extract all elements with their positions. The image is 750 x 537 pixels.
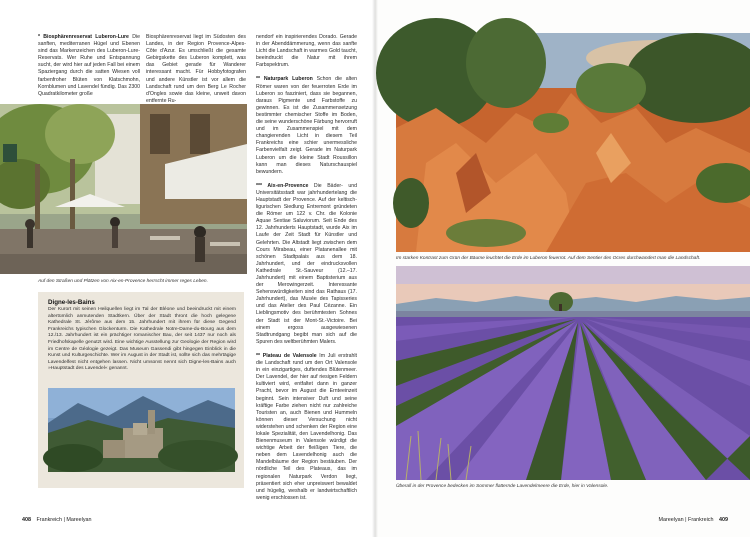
right-page (375, 0, 750, 537)
photo-digne-les-bains (48, 388, 235, 472)
paragraph-naturpark-luberon: Schon die alten Römer waren von der feuerroten Erde im Luberon so fasziniert, dass sie begannen, daraus Pigmente und Farbstoffe zu gewinnen. Es ist die Zusammensetzung bestimmter chemischer Stoffe im Boden, die seine wunderschöne Färbung hervorruft und im Zusammenspiel mit dem changierenden Licht in diesem Teil Frankreichs eine schier unermessliche Farbenvielfalt zeigt. Gerade im Naturpark Luberon um die kleine Stadt Roussillon kann man dieses Naturschauspiel bewundern. (256, 76, 357, 175)
photo-aix-en-provence-street (0, 104, 247, 274)
section-label-left: Frankreich | Mareelyan (36, 517, 92, 523)
paragraph-plateau-de-valensole: Im Juli erstrahlt die Landschaft rund um den Ort Valensole in ein einzigartiges, duftendes Blütenmeer. Der Lavendel, der hier auf riesigen Feldern kultiviert wird, entfaltet dann in ganzer Pracht, bevor im August die Ernteeinzeit beginnt. Sein intensiver Duft und seine kräftige Farbe ziehen nicht nur zahlreiche Touristen an, auch Bienen und Hummeln können dieser Versuchung nicht widerstehen und schenken der Region eine lokale Spezialität, den Lavendelhonig. Das Bienenmuseum in Valensole würdigt die wichtige Arbeit der fleißigen Tiere, die neben dem Lavendelhonig auch die Mandelbäume der Region bestäuben. Der nördliche Teil des Plateaus, das im regionalen Naturpark Verdon liegt, präsentiert sich eher unpreiswert bewaldet und hügelig, weshalb er landwirtschaftlich wenig erschlossen ist. (256, 352, 357, 501)
paragraph-luberon-lure-cont: Biosphärenreservat liegt im Südosten des Landes, in der Region Provence-Alpes-Côte d'Azur. Es umschließt die gesamte Gebirgskette des Luberon komplett, was das Gebiet gerade für Wanderer interessant macht. Für Hobbyfotografen und andere Künstler ist vor allem die Landschaft rund um den Berg Le Rocher d'Ongles sowie das kleine, unweit davon entfernte Ru- (146, 34, 246, 104)
left-footer (22, 517, 92, 523)
section-label-right: Mareelyan | Frankreich (658, 517, 714, 523)
book-gutter (372, 0, 378, 537)
photo-valensole-lavender (396, 266, 750, 480)
infobox-body: Der Kurort mit seinen Heilquellen liegt im Tal der Bléone und beeindruckt mit einem altertümlich anmutenden Stadtkern. Über der Stadt thront die hoch gelegene Kathedrale St. Jérôme aus dem 15. Jahrhundert mit ihrem für diese Gegend Frankreichs typischen Glockenturm. Die Kathedrale Notre-Dame-du-Bourg aus dem 12./13. Jahrhundert ist ein prächtiger romanischer Bau, der seit 1437 nur noch als Friedhofskapelle genutzt wird. Eine wichtige Ausstellung zur Geologie der Region wird im Centre de Géologie gezeigt. Das Museum Gassendi gibt hingegen Einblick in die Kunst und Kulturgeschichte. Wer im August in der Stadt ist, sollte sich das mehrtägige Lavendelfest nicht entgehen lassen. Nicht umsonst nennt sich Digne-les-Bains auch »Hauptstadt des Lavendel« genannt. (48, 307, 236, 372)
page-number-left: 408 (22, 517, 31, 523)
right-footer (658, 517, 728, 523)
caption-luberon-ochre: Im starken Kontrast zum Grün der Bäume leuchtet die Erde im Luberon feuerrot. Auf dem Sentier des Ocres durchwandert man die Landschaft. (396, 256, 701, 261)
infobox-digne-les-bains (38, 292, 244, 488)
left-text-column-1: * Biosphärenreservat Luberon-Lure Die sanften, mediterranen Hügel und Ebenen sind das Markenzeichen des Luberon-Lure-Reservats. Wer Ruhe und Entspannung sucht, der wird hier auf jeden Fall bei einem Spaziergang durch die satten Wiesen voll farbenfroher Blüten von Klatschmohn, Kornblumen und Lavendel fündig. Das 2300 Quadratkilometer große (38, 34, 140, 97)
caption-aix-en-provence: Auf den Straßen und Plätzen von Aix-en-Provence herrscht immer reges Leben. (38, 279, 208, 284)
caption-valensole-lavender: Überall in der Provence bedecken im Sommer flatternde Lavendelmeere die Erde, hier in Valensole. (396, 484, 609, 489)
left-text-column-2 (146, 34, 246, 104)
heading-aix-en-provence: Aix-en-Provence (267, 182, 309, 189)
paragraph-luberon-lure: Die sanften, mediterranen Hügel und Ebenen sind das Markenzeichen des Luberon-Lure-Reservats. Wer Ruhe und Entspannung sucht, der wird hier auf jeden Fall bei einem Spaziergang durch die satten Wiesen voll farbenfroher Blüten von Klatschmohn, Kornblumen und Lavendel fündig. Das 2300 Quadratkilometer große (38, 34, 140, 97)
photo-luberon-ochre-cliffs (396, 33, 750, 252)
paragraph-aix-en-provence: Die Bäder- und Universitätsstadt war jahrhundertelang die Hauptstadt der Provence. Auf der keltisch-ligurischen Siedlung Entremont gründeten die Römer um 122 v. Chr. die Kolonie Aquae Sextiae Saluviorum. Seit Ende des 12. Jahrhunderts Hauptstadt, wurde Aix im Laufe der Zeit Stadt für Künstler und Gelehrten. Die Altstadt liegt zwischen dem Cours Mirabeau, einer Platanenallee mit schönen Stadtpalais aus dem 18. Jahrhundert, und der eindrucksvollen Kathedrale St.-Sauveur (12.–17. Jahrhundert) mit einem Baptisterium aus der Merowingerzeit. Interessante Sehenswürdigkeiten sind das Rathaus (17. Jahrhundert), das Musée des Tapisseries und das Atelier des Paul Cézanne. Ein Lieblingsmotiv des berühmtesten Sohnes der Stadt ist der Mont-St.-Victoire. Bei einem ergoss ausgewiesenen Stadtrundgang begibt man sich auf die Spuren des weltberühmten Malers. (256, 182, 357, 345)
left-text-column-3: nendorf ein inspirierendes Dorado. Gerade in der Abenddämmerung, wenn das sanfte Licht die Landschaft in warmes Gold taucht, beeindruckt die Natur mit ihrem Farbspektrum. ** Naturpark Luberon Schon die alten Römer waren von der feuerroten Erde im Luberon so fasziniert, dass sie begannen, daraus Pigmente und Farbstoffe zu gewinnen. Es ist die Zusammensetzung bestimmter chemischer Stoffe im Boden, die seine wunderschöne Färbung hervorruft und im Zusammenspiel mit dem changierenden Licht in diesem Teil Frankreichs eine schier unermessliche Farbenvielfalt zeigt. Gerade im Naturpark Luberon um die kleine Stadt Roussillon kann man dieses Naturschauspiel bewundern. *** Aix-en-Provence Die Bäder- und Universitätsstadt war jahrhundertelang die Hauptstadt der Provence. Auf der keltisch-ligurischen Siedlung Entremont gründeten die Römer um 122 v. Chr. die Kolonie Aquae Sextiae Saluviorum. Seit Ende des 12. Jahrhunderts Hauptstadt, wurde Aix im Laufe der Zeit Stadt für Künstler und Gelehrten. Die Altstadt liegt zwischen dem Cours Mirabeau, einer Platanenallee mit schönen Stadtpalais aus dem 18. Jahrhundert, und der eindrucksvollen Kathedrale St.-Sauveur (12.–17. Jahrhundert) mit einem Baptisterium aus der Merowingerzeit. Interessante Sehenswürdigkeiten sind das Rathaus (17. Jahrhundert), das Musée des Tapisseries und das Atelier des Paul Cézanne. Ein Lieblingsmotiv des berühmtesten Sohnes der Stadt ist der Mont-St.-Victoire. Bei einem ergoss ausgewiesenen Stadtrundgang begibt man sich auf die Spuren des weltberühmten Malers. ** Plateau de Valensole Im Juli erstrahlt die Landschaft rund um den Ort Valensole in ein einzigartiges, duftendes Blütenmeer. Der Lavendel, der hier auf riesigen Feldern kultiviert wird, entfaltet dann in ganzer Pracht, bevor im August die Ernteeinzeit beginnt. Sein intensiver Duft und seine kräftige Farbe ziehen nicht nur zahlreiche Touristen an, auch Bienen und Hummeln können dieser Versuchung nicht widerstehen und schenken der Region eine lokale Spezialität, den Lavendelhonig. Das Bienenmuseum in Valensole würdigt die wichtige Arbeit der fleißigen Tiere, die neben dem Lavendelhonig auch die Mandelbäume der Region bestäuben. Der nördliche Teil des Plateaus, das im regionalen Naturpark Verdon liegt, präsentiert sich eher unpreiswert bewaldet und hügelig, weshalb er landwirtschaftlich wenig erschlossen ist. (256, 34, 357, 501)
infobox-title: Digne-les-Bains (48, 299, 95, 306)
heading-plateau-de-valensole: Plateau de Valensole (262, 352, 317, 359)
paragraph-ruinendorf: nendorf ein inspirierendes Dorado. Gerade in der Abenddämmerung, wenn das sanfte Licht die Landschaft in warmes Gold taucht, beeindruckt die Natur mit ihrem Farbspektrum. (256, 34, 357, 69)
heading-luberon-lure: Biosphärenreservat Luberon-Lure (43, 34, 129, 40)
heading-naturpark-luberon: Naturpark Luberon (263, 76, 313, 83)
page-number-right: 409 (719, 517, 728, 523)
